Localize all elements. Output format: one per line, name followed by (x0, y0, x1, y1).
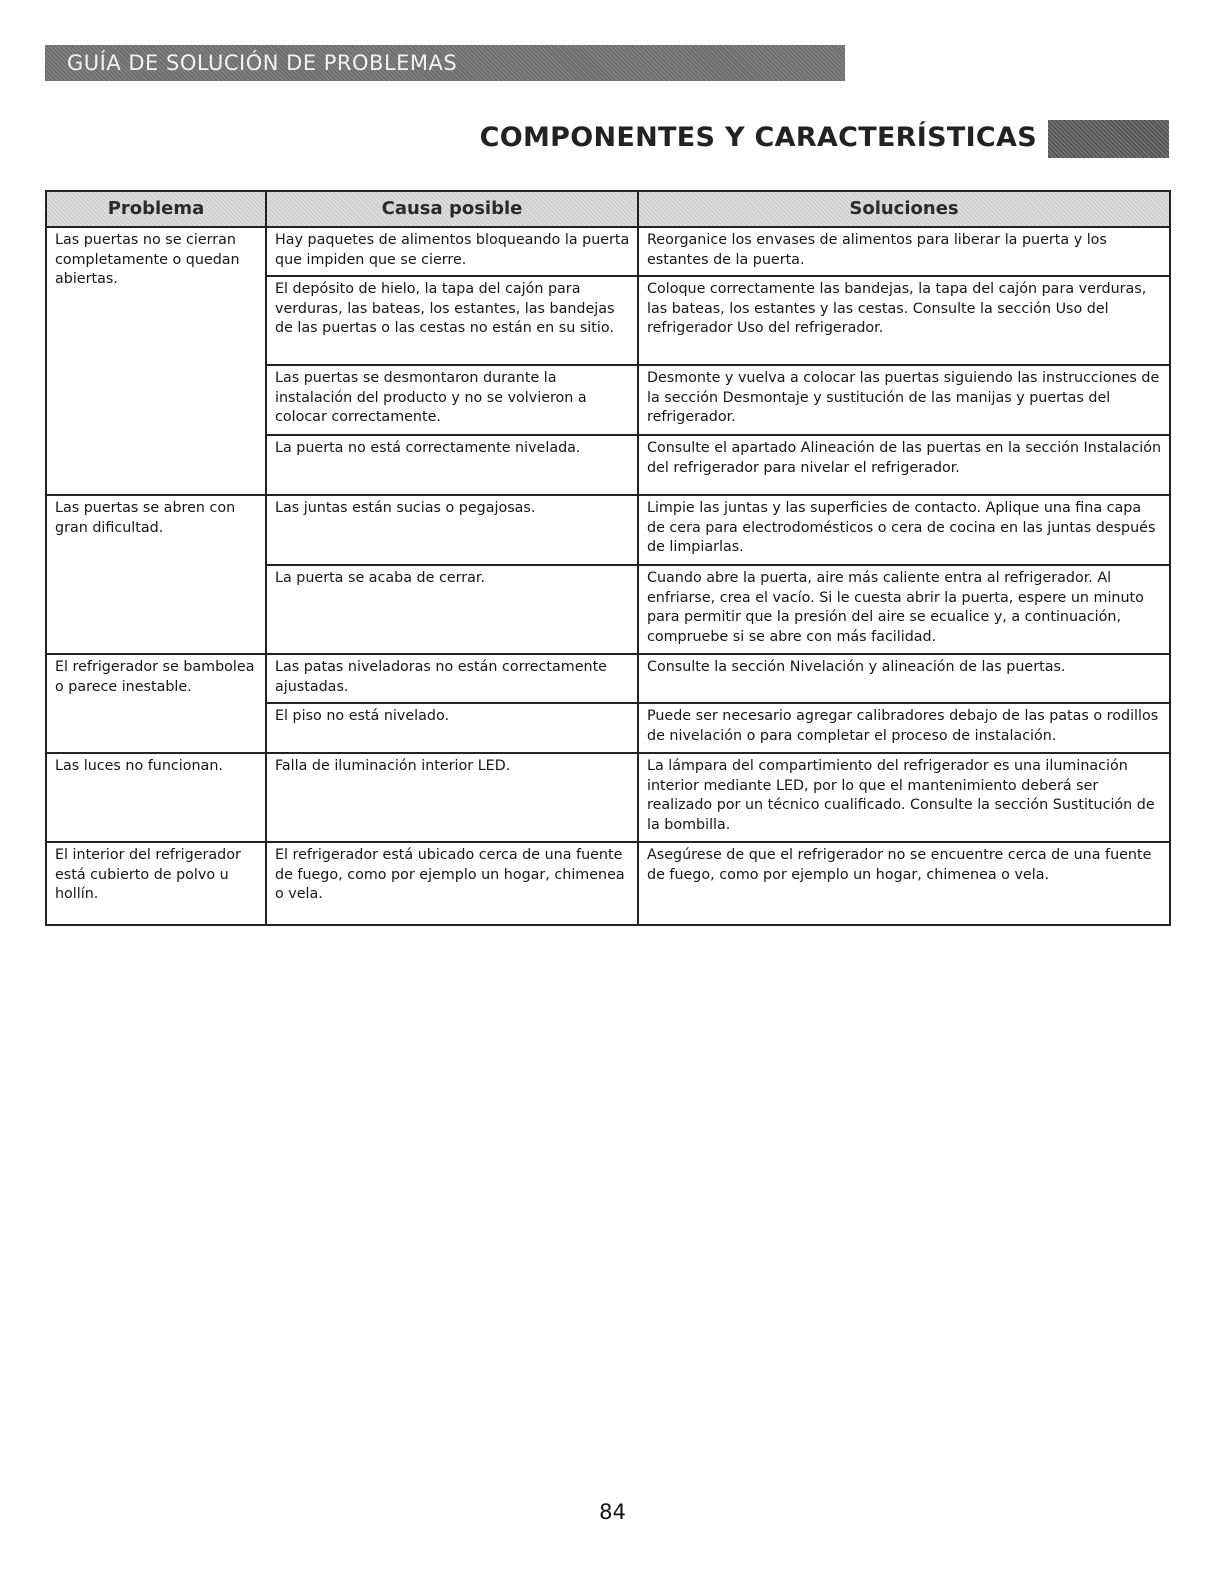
cause-cell: Las puertas se desmontaron durante la instalación del producto y no se volvieron a colocar correctamente. (266, 365, 638, 435)
section-title: COMPONENTES Y CARACTERÍSTICAS (479, 122, 1037, 153)
solution-cell: Coloque correctamente las bandejas, la tapa del cajón para verduras, las bateas, los estantes y las cestas. Consulte la sección Uso del refrigerador Uso del refrigerador. (638, 276, 1170, 365)
cause-cell: El refrigerador está ubicado cerca de una fuente de fuego, como por ejemplo un hogar, chimenea o vela. (266, 842, 638, 925)
cause-cell: Las patas niveladoras no están correctamente ajustadas. (266, 654, 638, 703)
cause-cell: Las juntas están sucias o pegajosas. (266, 495, 638, 565)
column-header-solutions: Soluciones (638, 191, 1170, 227)
solution-cell: Limpie las juntas y las superficies de contacto. Aplique una fina capa de cera para electrodomésticos o cera de cocina en las juntas después de limpiarlas. (638, 495, 1170, 565)
solution-cell: Consulte el apartado Alineación de las puertas en la sección Instalación del refrigerador para nivelar el refrigerador. (638, 435, 1170, 495)
solution-cell: Reorganice los envases de alimentos para liberar la puerta y los estantes de la puerta. (638, 227, 1170, 276)
cause-cell: La puerta se acaba de cerrar. (266, 565, 638, 654)
troubleshooting-table (45, 190, 1171, 926)
cause-cell: Falla de iluminación interior LED. (266, 753, 638, 842)
column-header-problem: Problema (46, 191, 266, 227)
problem-cell: El interior del refrigerador está cubierto de polvo u hollín. (46, 842, 266, 925)
solution-cell: Desmonte y vuelva a colocar las puertas siguiendo las instrucciones de la sección Desmontaje y sustitución de las manijas y puertas del refrigerador. (638, 365, 1170, 435)
cause-cell: La puerta no está correctamente nivelada. (266, 435, 638, 495)
table-row (46, 842, 1170, 925)
column-header-cause: Causa posible (266, 191, 638, 227)
solution-cell: Consulte la sección Nivelación y alineación de las puertas. (638, 654, 1170, 703)
banner-title: GUÍA DE SOLUCIÓN DE PROBLEMAS (67, 51, 458, 75)
problem-cell: Las puertas se abren con gran dificultad. (46, 495, 266, 654)
table-row (46, 753, 1170, 842)
section-title-block (1048, 120, 1169, 158)
problem-cell: El refrigerador se bambolea o parece inestable. (46, 654, 266, 753)
cause-cell: Hay paquetes de alimentos bloqueando la puerta que impiden que se cierre. (266, 227, 638, 276)
section-banner (45, 45, 845, 81)
solution-cell: Asegúrese de que el refrigerador no se encuentre cerca de una fuente de fuego, como por ejemplo un hogar, chimenea o vela. (638, 842, 1170, 925)
problem-cell: Las puertas no se cierran completamente o quedan abiertas. (46, 227, 266, 495)
solution-cell: Puede ser necesario agregar calibradores debajo de las patas o rodillos de nivelación o para completar el proceso de instalación. (638, 703, 1170, 753)
cause-cell: El piso no está nivelado. (266, 703, 638, 753)
solution-cell: Cuando abre la puerta, aire más caliente entra al refrigerador. Al enfriarse, crea el vacío. Si le cuesta abrir la puerta, espere un minuto para permitir que la presión del aire se ecualice y, a continuación, compruebe si se abre con más facilidad. (638, 565, 1170, 654)
table-row (46, 495, 1170, 565)
page-number: 84 (599, 1500, 626, 1524)
solution-cell: La lámpara del compartimiento del refrigerador es una iluminación interior mediante LED, por lo que el mantenimiento deberá ser realizado por un técnico cualificado. Consulte la sección Sustitución de la bombilla. (638, 753, 1170, 842)
table-row (46, 227, 1170, 276)
problem-cell: Las luces no funcionan. (46, 753, 266, 842)
table-row (46, 654, 1170, 703)
cause-cell: El depósito de hielo, la tapa del cajón para verduras, las bateas, los estantes, las bandejas de las puertas o las cestas no están en su sitio. (266, 276, 638, 365)
table-header-row (46, 191, 1170, 227)
